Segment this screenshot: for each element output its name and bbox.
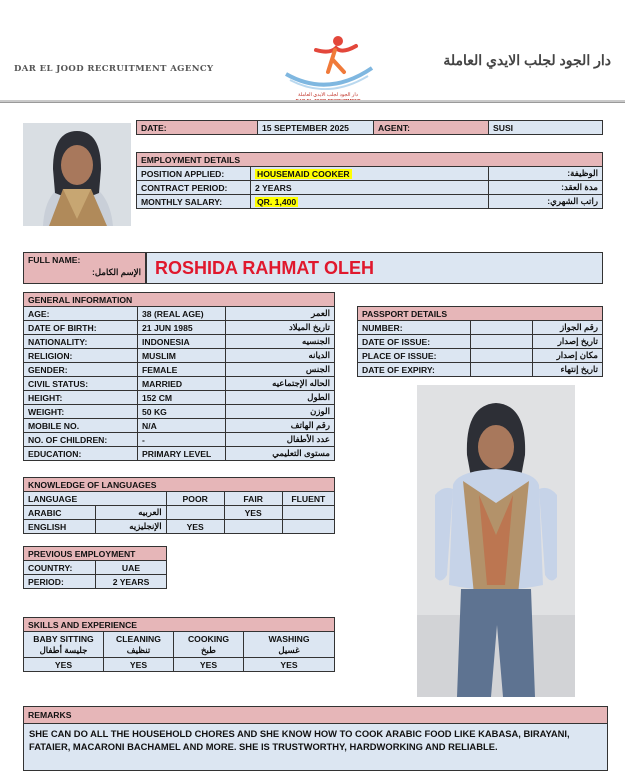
skill-name: COOKING [187, 633, 230, 644]
general-label-ar: مستوى التعليمي [226, 447, 335, 461]
lang-fair [224, 520, 282, 534]
table-row [24, 433, 335, 447]
general-label-ar: الطول [226, 391, 335, 405]
general-label: GENDER: [24, 363, 138, 377]
table-row [24, 492, 335, 506]
remarks-text: SHE CAN DO ALL THE HOUSEHOLD CHORES AND SHE KNOW HOW TO COOK ARABIC FOOD LIKE KABASA, BIRAYANI, FATAIER, MACARONI BACHAMEL AND MORE. SHE IS TRUSTWORTHY, HARDWORKING AND RELIABLE. [29, 728, 570, 752]
lang-fluent [282, 520, 334, 534]
skill-name-ar: طبخ [201, 644, 216, 655]
lang-fluent [282, 506, 334, 520]
employment-label-ar: مدة العقد: [489, 181, 603, 195]
full-name-value-box [146, 252, 603, 284]
skill-header [174, 632, 244, 658]
passport-label: DATE OF EXPIRY: [358, 363, 471, 377]
lang-name: ENGLISH [24, 520, 96, 534]
logo-caption-ar: دار الجود لجلب الايدي العاملة [298, 92, 358, 98]
table-row [24, 447, 335, 461]
skill-value: YES [174, 658, 244, 672]
date-agent-table [136, 120, 603, 135]
agent-label: AGENT: [374, 121, 489, 135]
general-label: NATIONALITY: [24, 335, 138, 349]
general-label-ar: عدد الأطفال [226, 433, 335, 447]
table-row [24, 321, 335, 335]
passport-value [471, 349, 533, 363]
lang-header: POOR [166, 492, 224, 506]
skill-name-ar: تنظيف [126, 644, 151, 655]
general-label-ar: الديانه [226, 349, 335, 363]
remarks-body-box [23, 723, 608, 771]
candidate-full-body-photo [417, 385, 575, 697]
passport-label-ar: تاريخ إنتهاء [533, 363, 603, 377]
table-row [24, 363, 335, 377]
employment-label: MONTHLY SALARY: [137, 195, 251, 209]
employment-label-ar: الوظيفة: [489, 167, 603, 181]
languages-table [23, 477, 335, 534]
date-label: DATE: [137, 121, 258, 135]
salary-value: QR. 1,400 [257, 196, 297, 207]
date-value: 15 SEPTEMBER 2025 [258, 121, 374, 135]
passport-label: NUMBER: [358, 321, 471, 335]
remarks-title-box [23, 706, 608, 724]
general-label: RELIGION: [24, 349, 138, 363]
general-label: DATE OF BIRTH: [24, 321, 138, 335]
table-row [24, 658, 335, 672]
lang-header: FLUENT [282, 492, 334, 506]
table-row [137, 167, 603, 181]
table-row [24, 506, 335, 520]
candidate-portrait-photo [23, 123, 131, 226]
table-row [24, 349, 335, 363]
agent-value: SUSI [489, 121, 603, 135]
general-label-ar: العمر [226, 307, 335, 321]
general-value: FEMALE [138, 363, 226, 377]
lang-header: LANGUAGE [24, 492, 167, 506]
skill-name-ar: غسيل [278, 644, 300, 655]
table-row [24, 561, 167, 575]
employment-label: CONTRACT PERIOD: [137, 181, 251, 195]
agency-name-ar: دار الجود لجلب الايدي العاملة [443, 52, 611, 68]
full-name-label-box [23, 252, 146, 284]
passport-label: PLACE OF ISSUE: [358, 349, 471, 363]
skills-title: SKILLS AND EXPERIENCE [24, 618, 335, 632]
general-value: MARRIED [138, 377, 226, 391]
table-row [358, 349, 603, 363]
employment-title: EMPLOYMENT DETAILS [137, 153, 603, 167]
contract-value: 2 YEARS [251, 181, 489, 195]
general-label: WEIGHT: [24, 405, 138, 419]
table-row [24, 391, 335, 405]
lang-fair: YES [224, 506, 282, 520]
remarks-title: REMARKS [28, 710, 72, 720]
table-row [358, 321, 603, 335]
general-value: INDONESIA [138, 335, 226, 349]
general-value: N/A [138, 419, 226, 433]
header-divider [0, 100, 625, 103]
passport-title: PASSPORT DETAILS [358, 307, 603, 321]
passport-value [471, 321, 533, 335]
passport-label-ar: تاريخ إصدار [533, 335, 603, 349]
employment-details-table [136, 152, 603, 209]
general-value: MUSLIM [138, 349, 226, 363]
full-name-value: ROSHIDA RAHMAT OLEH [155, 258, 374, 278]
passport-label-ar: مكان إصدار [533, 349, 603, 363]
skill-name: WASHING [268, 633, 310, 644]
skill-value: YES [104, 658, 174, 672]
skill-name: CLEANING [116, 633, 161, 644]
agency-logo [276, 32, 380, 102]
agency-name-en: DAR EL JOOD RECRUITMENT AGENCY [14, 64, 214, 74]
general-value: 152 CM [138, 391, 226, 405]
table-row [137, 181, 603, 195]
general-label: NO. OF CHILDREN: [24, 433, 138, 447]
table-row [358, 363, 603, 377]
table-row [358, 335, 603, 349]
lang-poor: YES [166, 520, 224, 534]
lang-name-ar: العربيه [96, 506, 167, 520]
previous-value: 2 YEARS [96, 575, 167, 589]
general-value: 50 KG [138, 405, 226, 419]
skill-header [244, 632, 335, 658]
table-row [24, 419, 335, 433]
general-label: CIVIL STATUS: [24, 377, 138, 391]
skills-table [23, 617, 335, 672]
lang-name-ar: الإنجليزيه [96, 520, 167, 534]
logo-figure-icon [276, 32, 380, 90]
skill-header [104, 632, 174, 658]
skill-name-ar: جليسة أطفال [39, 644, 88, 655]
general-label-ar: الوزن [226, 405, 335, 419]
previous-label: PERIOD: [24, 575, 96, 589]
position-value: HOUSEMAID COOKER [257, 168, 350, 179]
table-row [24, 632, 335, 658]
general-label-ar: الحاله الإجتماعيه [226, 377, 335, 391]
previous-title: PREVIOUS EMPLOYMENT [24, 547, 167, 561]
table-row [137, 195, 603, 209]
general-value: - [138, 433, 226, 447]
general-label: MOBILE NO. [24, 419, 138, 433]
full-name-label: FULL NAME: [28, 255, 81, 265]
passport-label-ar: رقم الجواز [533, 321, 603, 335]
lang-poor [166, 506, 224, 520]
passport-value [471, 363, 533, 377]
general-label: EDUCATION: [24, 447, 138, 461]
table-row [24, 377, 335, 391]
general-label-ar: الجنس [226, 363, 335, 377]
previous-employment-table [23, 546, 167, 589]
general-info-title: GENERAL INFORMATION [24, 293, 335, 307]
general-value: 38 (REAL AGE) [138, 307, 226, 321]
table-row [24, 575, 167, 589]
skill-header [24, 632, 104, 658]
table-row [24, 307, 335, 321]
previous-value: UAE [96, 561, 167, 575]
general-label-ar: رقم الهاتف [226, 419, 335, 433]
employment-label: POSITION APPLIED: [137, 167, 251, 181]
table-row [24, 405, 335, 419]
lang-name: ARABIC [24, 506, 96, 520]
lang-header: FAIR [224, 492, 282, 506]
general-value: PRIMARY LEVEL [138, 447, 226, 461]
general-label: HEIGHT: [24, 391, 138, 405]
passport-label: DATE OF ISSUE: [358, 335, 471, 349]
general-label-ar: الجنسيه [226, 335, 335, 349]
skill-value: YES [24, 658, 104, 672]
passport-details-table [357, 306, 603, 377]
general-label-ar: تاريخ الميلاد [226, 321, 335, 335]
general-info-table [23, 292, 335, 461]
skill-value: YES [244, 658, 335, 672]
general-label: AGE: [24, 307, 138, 321]
employment-label-ar: راتب الشهري: [489, 195, 603, 209]
languages-title: KNOWLEDGE OF LANGUAGES [24, 478, 335, 492]
passport-value [471, 335, 533, 349]
table-row [24, 335, 335, 349]
skill-name: BABY SITTING [33, 633, 94, 644]
full-name-label-ar: الإسم الكامل: [92, 267, 141, 277]
general-value: 21 JUN 1985 [138, 321, 226, 335]
table-row [24, 520, 335, 534]
previous-label: COUNTRY: [24, 561, 96, 575]
